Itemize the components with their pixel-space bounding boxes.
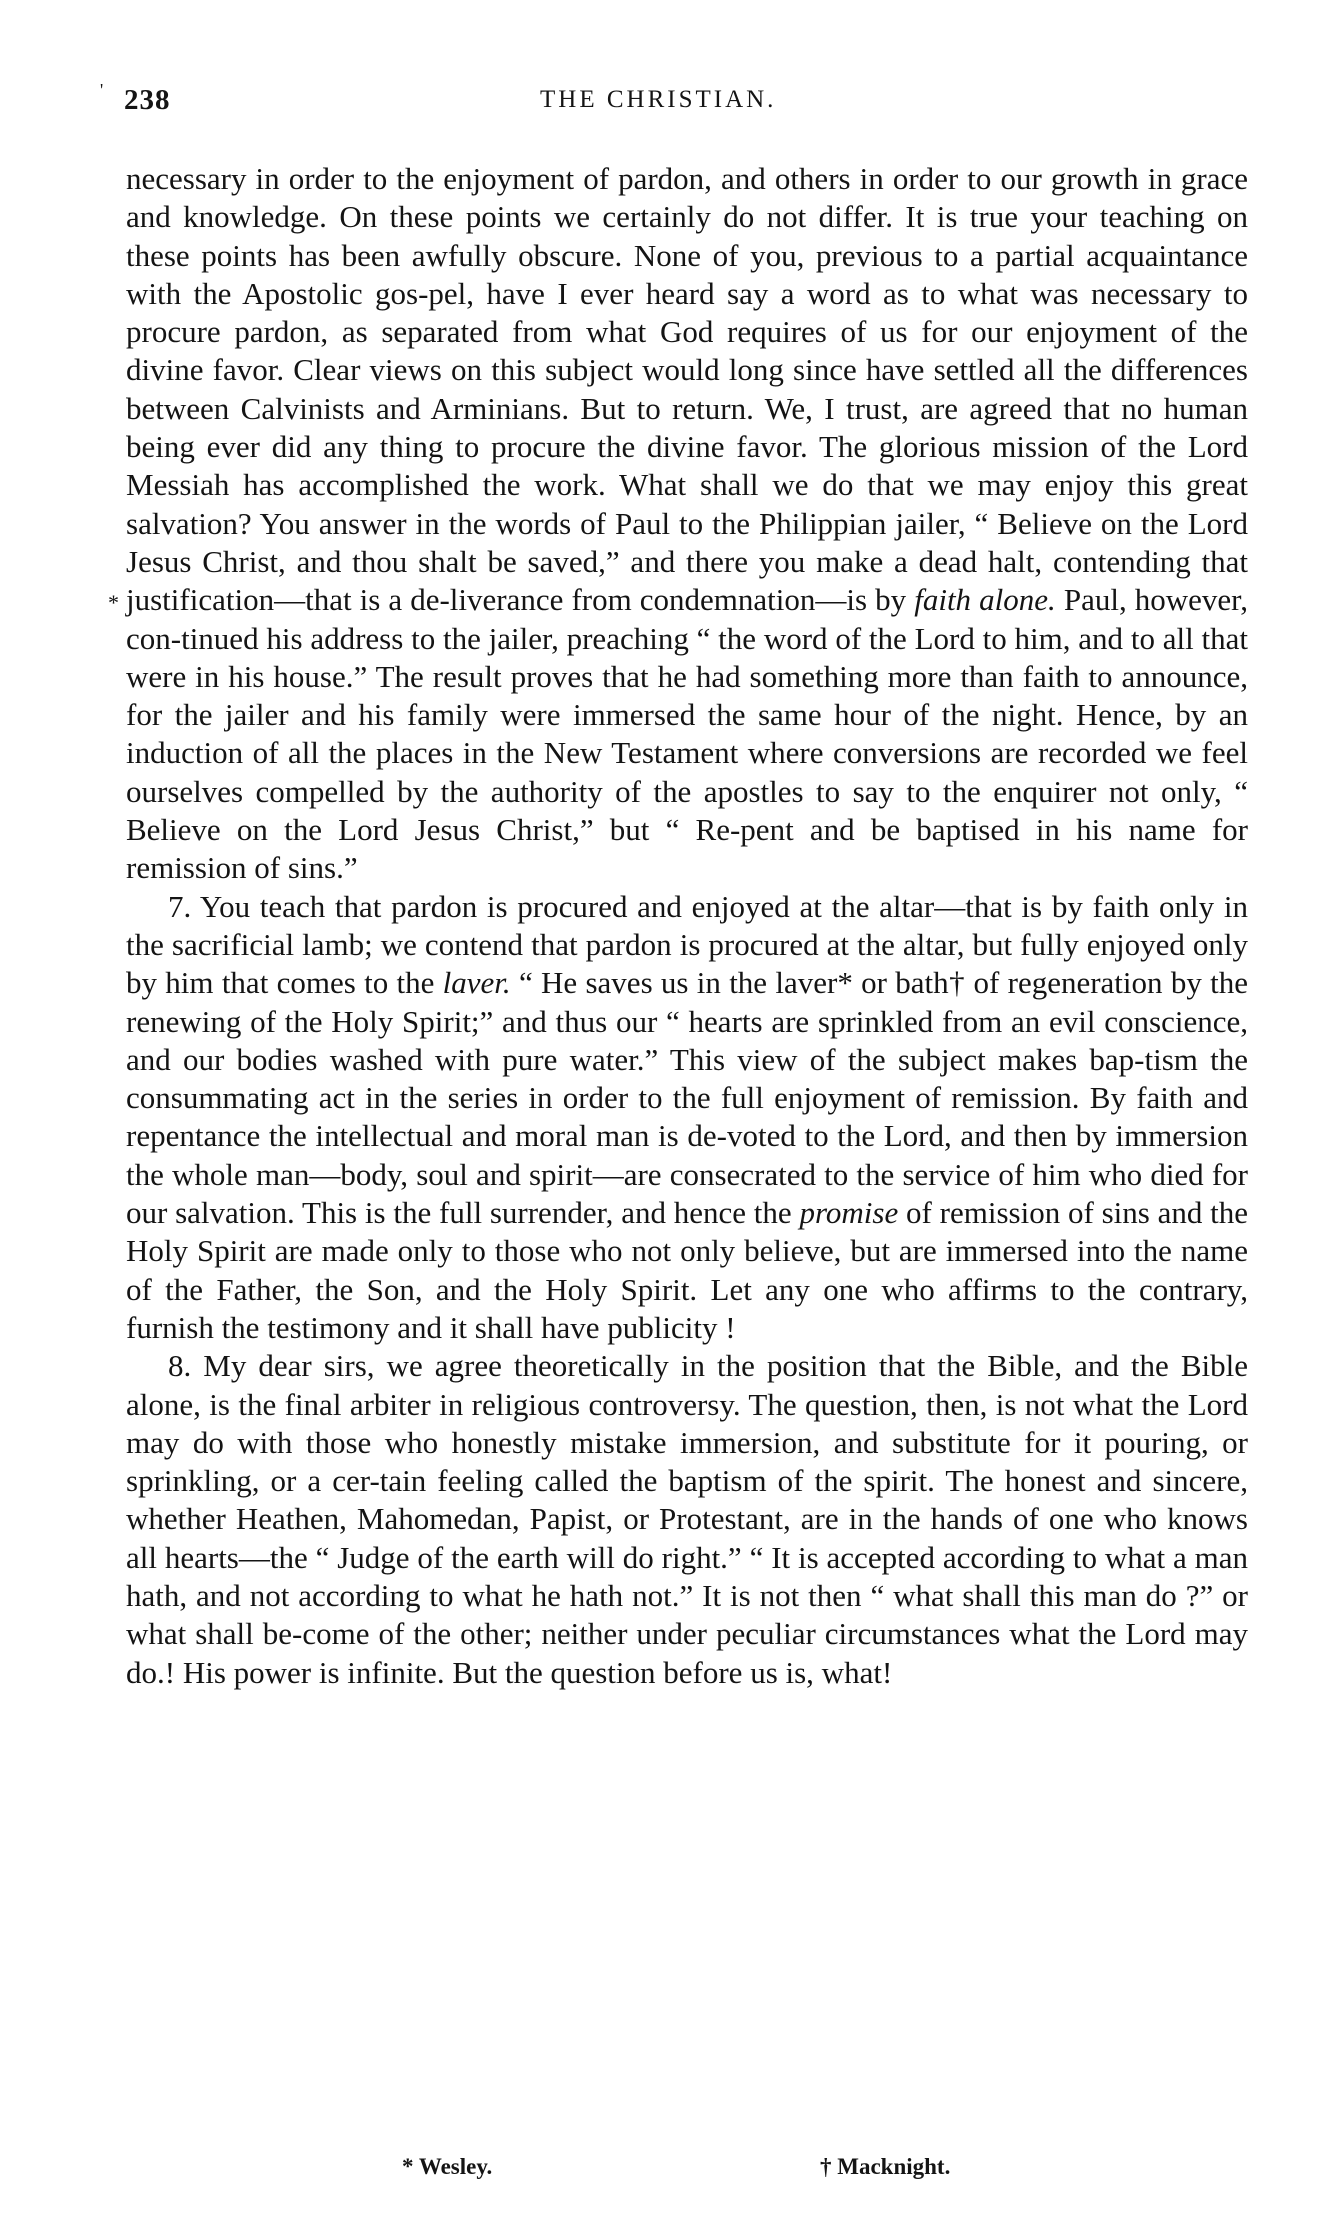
page-header (120, 84, 1260, 124)
page-number: 238 (124, 84, 171, 116)
paragraph-text: of remission of sins and the Holy Spirit are made only to those who not only believe, but are immersed into the name of the Father, the Son, and the Holy Spirit. Let any one who affirms to the contrary, furnish the testimony and it shall have publicity ! (126, 1195, 1249, 1345)
running-head: THE CHRISTIAN. (540, 86, 777, 113)
italic-word: promise (799, 1195, 899, 1231)
stray-ink-mark: ' (100, 80, 104, 100)
italic-phrase: faith alone. (914, 582, 1056, 618)
paragraph-text: “ He saves us in the laver* or bath† of regeneration by the renewing of the Holy Spirit;” and thus our “ hearts are sprinkled from an evil conscience, and our bodies washed with pure water.” This view of the subject makes bap-tism the consummating act in the series in order to the full enjoyment of remission. By faith and repentance the intellectual and moral man is de-voted to the Lord, and then by immersion the whole man—body, soul and spirit—are consecrated to the service of him who died for our salvation. This is the full surrender, and hence the (126, 965, 1248, 1231)
paragraph-7 (126, 888, 1248, 1348)
footnote-wesley: * Wesley. (402, 2154, 493, 2179)
paragraph-text: 7. You teach that pardon is procured and enjoyed at the altar—that is by faith only in the sacrificial lamb; we contend that pardon is procured at the altar, but fully enjoyed only by him that comes to the (126, 888, 1248, 1001)
paragraph-text: necessary in order to the enjoyment of pardon, and others in order to our growth in grace and knowledge. On these points we certainly do not differ. It is true your teaching on these points has been awfully obscure. None of you, previous to a partial acquaintance with the Apostolic gos-pel, have I ever heard say a word as to what was necessary to procure pardon, as separated from what God requires of us for our enjoyment of the divine favor. Clear views on this subject would long since have settled all the differences between Calvinists and Arminians. But to return. We, I trust, are agreed that no human being ever did any thing to procure the divine favor. The glorious mission of the Lord Messiah has accomplished the work. What shall we do that we may enjoy this great salvation? You answer in the words of Paul to the Philippian jailer, “ Believe on the Lord Jesus Christ, and thou shalt be saved,” and there you make a dead halt, contending that justification—that is a de-liverance from condemnation—is by (126, 161, 1248, 618)
paragraph-continued (126, 160, 1248, 888)
body-text (126, 160, 1248, 1692)
italic-word: laver. (442, 965, 511, 1001)
paragraph-text: Paul, however, con-tinued his address to the jailer, preaching “ the word of the Lord to him, and to all that were in his house.” The result proves that he had something more than faith to announce, for the jailer and his family were immersed the same hour of the night. Hence, by an induction of all the places in the New Testament where conversions are recorded we feel ourselves compelled by the authority of the apostles to say to the enquirer not only, “ Believe on the Lord Jesus Christ,” but “ Re-pent and be baptised in his name for remission of sins.” (126, 582, 1248, 886)
footnote-macknight: † Macknight. (820, 2154, 951, 2179)
footnotes (120, 2154, 1260, 2190)
margin-asterisk: * (108, 590, 119, 615)
paragraph-8: 8. My dear sirs, we agree theoretically in the position that the Bible, and the Bible alone, is the final arbiter in religious controversy. The question, then, is not what the Lord may do with those who honestly mistake immersion, and substitute for it pouring, or sprinkling, or a cer-tain feeling called the baptism of the spirit. The honest and sincere, whether Heathen, Mahomedan, Papist, or Protestant, are in the hands of one who knows all hearts—the “ Judge of the earth will do right.” “ It is accepted according to what a man hath, and not according to what he hath not.” It is not then “ what shall this man do ?” or what shall be-come of the other; neither under peculiar circumstances what the Lord may do.! His power is infinite. But the question before us is, what! (126, 1348, 1248, 1690)
